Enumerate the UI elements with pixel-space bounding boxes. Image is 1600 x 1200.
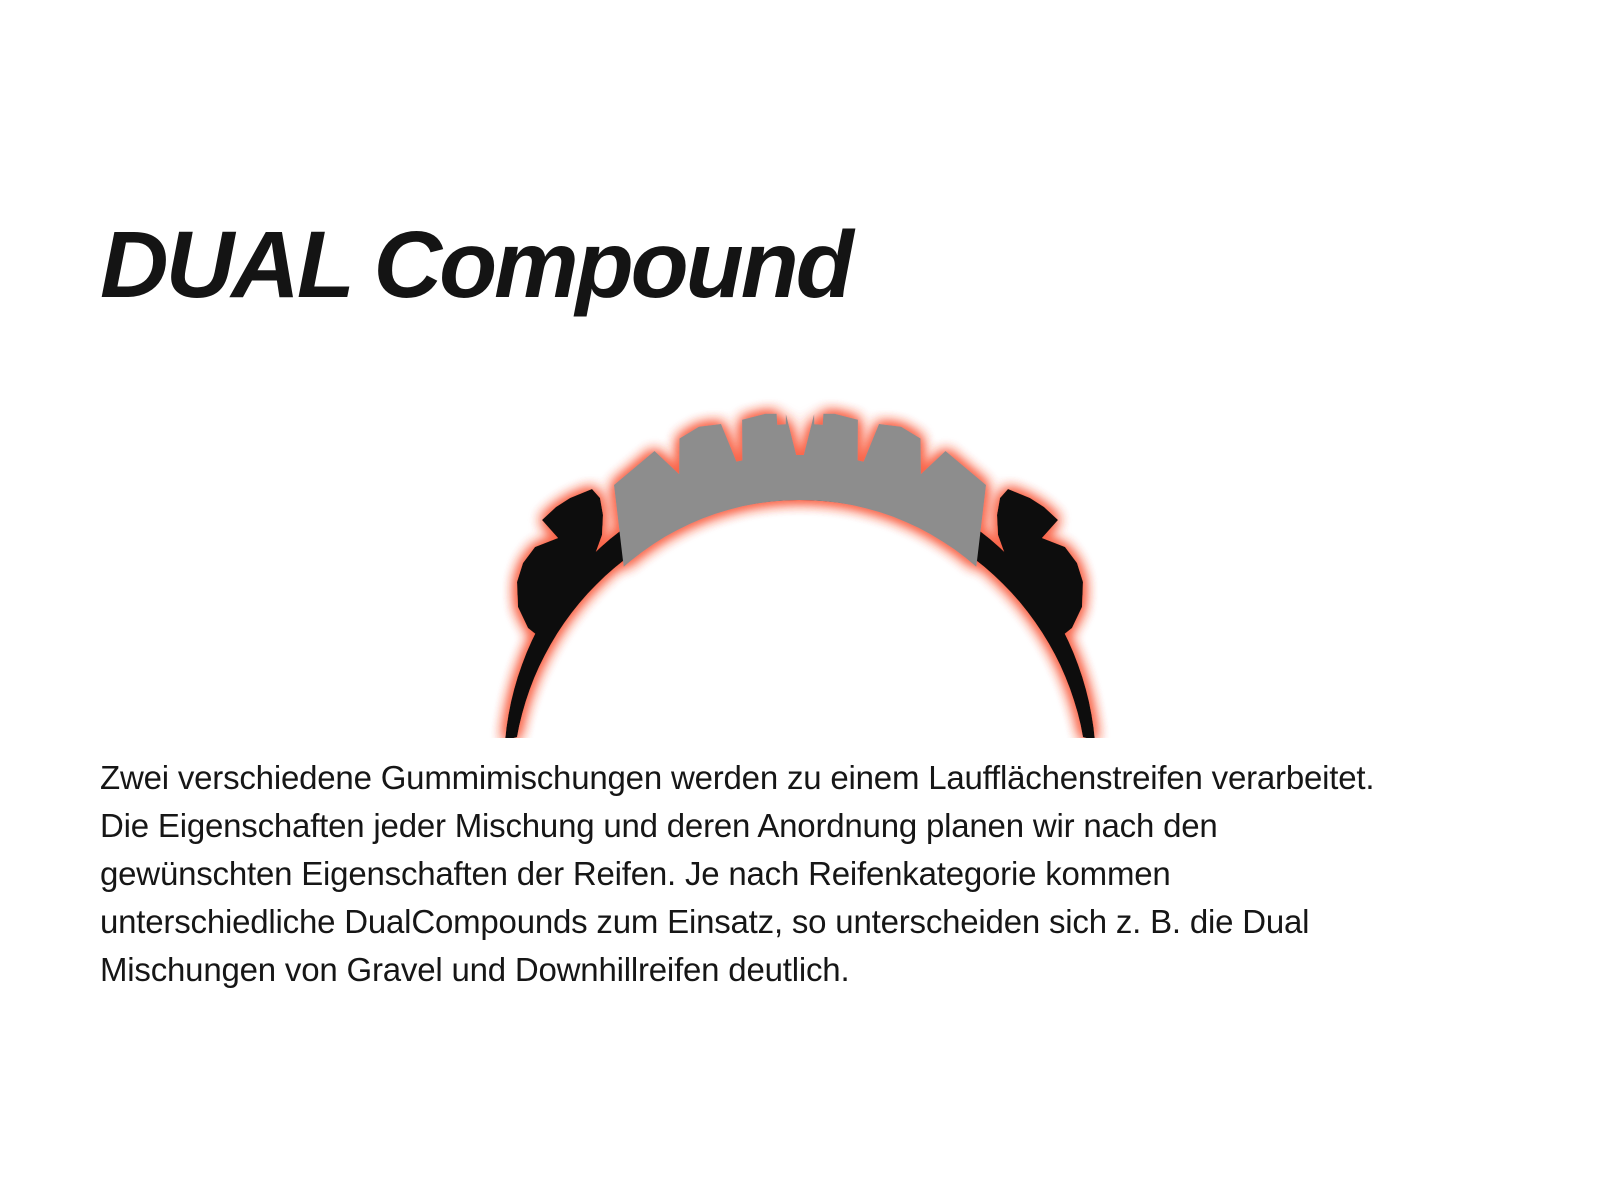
tire-diagram-container [480, 378, 1120, 738]
description-line: Die Eigenschaften jeder Mischung und deren Anordnung planen wir nach den [100, 807, 1218, 844]
description-line: gewünschten Eigenschaften der Reifen. Je nach Reifenkategorie kommen [100, 855, 1171, 892]
page-title: DUAL Compound [100, 211, 851, 318]
description-line: unterschiedliche DualCompounds zum Einsatz, so unterscheiden sich z. B. die Dual [100, 903, 1310, 940]
description-line: Zwei verschiedene Gummimischungen werden zu einem Laufflächenstreifen verarbeitet. [100, 759, 1375, 796]
tire-cross-section-diagram [480, 378, 1120, 738]
description-paragraph [100, 754, 1374, 994]
description-line: Mischungen von Gravel und Downhillreifen deutlich. [100, 951, 850, 988]
center-tread-shape [614, 414, 986, 567]
